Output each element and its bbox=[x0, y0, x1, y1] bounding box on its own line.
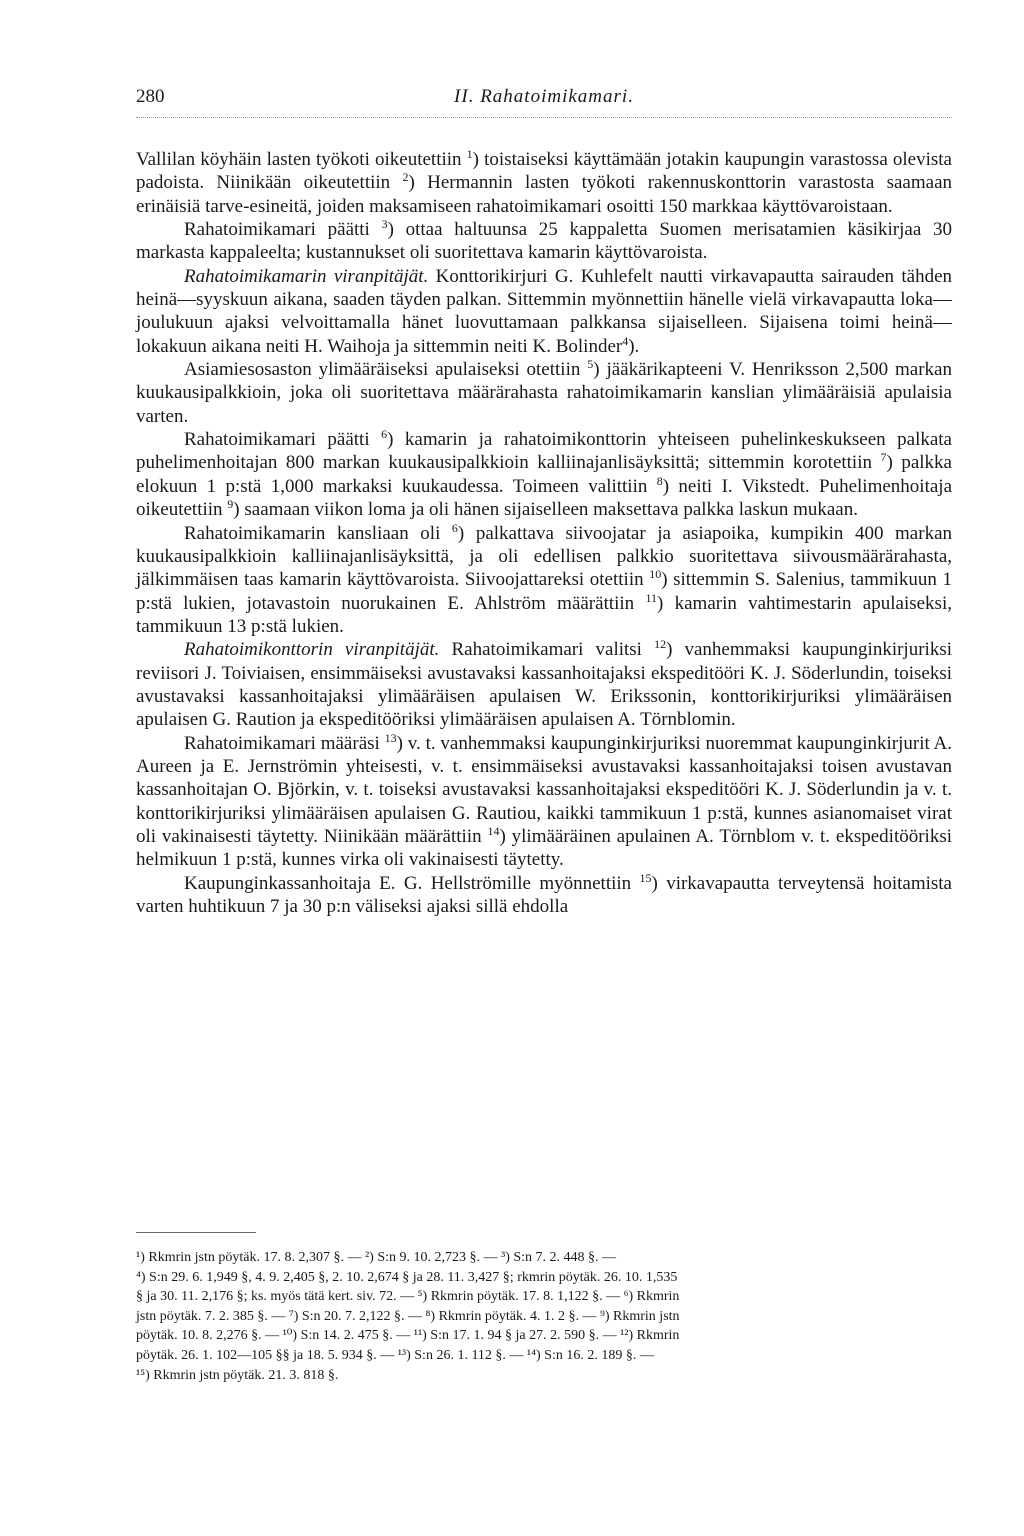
paragraph-text: Asiamiesosaston ylimääräiseksi apulaiseksi otettiin bbox=[184, 359, 588, 381]
footnote-line: pöytäk. 10. 8. 2,276 §. — ¹⁰) S:n 14. 2. 475 §. — ¹¹) S:n 17. 1. 94 § ja 27. 2. 590 §. — ¹²) Rkmrin bbox=[136, 1328, 680, 1344]
paragraph-text: Rahatoimikamari valitsi bbox=[439, 639, 655, 661]
paragraph-text: ) v. t. vanhemmaksi kaupunginkirjuriksi nuoremmat kaupunginkirjurit A. Aureen ja E. Jernströmin yhteisesti, v. t. ensimmäiseksi avustavaksi kassanhoitajaksi toisen avustavan kassanhoitajan O. Björkin, v. t. toiseksi avustavaksi kassanhoitajaksi ekspeditööri K. J. Söderlundin ja v. t. konttorikirjuriksi ylimääräisen apulaisen G. Rautiou, kaikki tammikuun 1 p:stä, kunnes asianomaiset virat oli vakinaisesti täytetty. Niinikään määrättiin bbox=[136, 732, 952, 847]
paragraph-text: ) palkattava siivoojatar ja asiapoika, kumpikin 400 markan kuukausipalkkioin kalliinajanlisäyksittä, ja oli edellisen palkkio suoritettava siivousmäärärahasta, jälkimmäisen taas kamarin käyttövaroista. Siivoojattareksi otettiin bbox=[136, 522, 953, 591]
footnote-line: pöytäk. 26. 1. 102—105 §§ ja 18. 5. 934 §. — ¹³) S:n 26. 1. 112 §. — ¹⁴) S:n 16. 2. 189 §. — bbox=[136, 1347, 654, 1363]
header-rule bbox=[136, 117, 952, 118]
paragraph bbox=[136, 148, 952, 218]
footnote-ref: 8 bbox=[656, 473, 663, 488]
running-head: II. Rahatoimikamari. bbox=[454, 86, 634, 107]
footnote-line: jstn pöytäk. 7. 2. 385 §. — ⁷) S:n 20. 7. 2,122 §. — ⁸) Rkmrin pöytäk. 4. 1. 2 §. — ⁹) Rkmrin jstn bbox=[136, 1308, 680, 1324]
footnote-line: ¹⁵) Rkmrin jstn pöytäk. 21. 3. 818 §. bbox=[136, 1367, 339, 1383]
footnote-ref: 3 bbox=[381, 217, 388, 232]
paragraph-text: ) toistaiseksi käyttämään jotakin kaupungin varastossa olevista padoista. Niinikään oikeutettiin bbox=[136, 149, 952, 194]
paragraph bbox=[136, 732, 952, 872]
paragraph-text: ) sittemmin S. Salenius, tammikuun 1 p:stä lukien, jotavastoin nuorukainen E. Ahlström määrättiin bbox=[136, 569, 952, 614]
footnote-rule bbox=[136, 1232, 256, 1233]
paragraph-text: ) palkka elokuun 1 p:stä 1,000 markaksi kuukaudessa. Toimeen valittiin bbox=[136, 452, 952, 497]
paragraph-text: ) Hermannin lasten työkoti rakennuskonttorin varastosta saamaan erinäisiä tarve-esineitä, joiden maksamiseen rahatoimikamari osoitti 150 markkaa käyttövaroistaan. bbox=[136, 172, 952, 217]
footnote-ref: 2 bbox=[402, 170, 409, 185]
section-heading: Rahatoimikamarin viranpitäjät. bbox=[184, 265, 429, 287]
paragraph-text: Kaupunginkassanhoitaja E. G. Hellströmille myönnettiin bbox=[184, 872, 640, 894]
paragraph-text: ) kamarin vahtimestarin apulaiseksi, tammikuun 13 p:stä lukien. bbox=[136, 592, 952, 637]
footnote-ref: 15 bbox=[639, 870, 652, 885]
footnote-line: ¹) Rkmrin jstn pöytäk. 17. 8. 2,307 §. — ²) S:n 9. 10. 2,723 §. — ³) S:n 7. 2. 448 §. — bbox=[136, 1250, 617, 1265]
paragraph bbox=[136, 358, 952, 428]
paragraph-text: Rahatoimikamari päätti bbox=[184, 219, 382, 241]
footnote-ref: 1 bbox=[466, 147, 473, 161]
footnote-ref: 4 bbox=[622, 333, 629, 348]
paragraph bbox=[136, 265, 952, 358]
footnotes bbox=[136, 1248, 952, 1385]
footnote-ref: 9 bbox=[227, 497, 234, 512]
paragraph-text: ) vanhemmaksi kaupunginkirjuriksi reviisori J. Toiviaisen, ensimmäiseksi avustavaksi kassanhoitajaksi ekspeditööri K. J. Söderlundin, toiseksi avustavaksi kassanhoitajaksi ylimääräisen apulaisen W. Erikssonin, konttorikirjuriksi ylimääräisen apulaisen G. Raution ja ekspeditööriksi ylimääräisen apulaisen A. Törnblomin. bbox=[136, 639, 952, 731]
paragraph bbox=[136, 872, 952, 919]
page-header bbox=[136, 86, 952, 108]
footnote-line: § ja 30. 11. 2,176 §; ks. myös tätä kert. siv. 72. — ⁵) Rkmrin pöytäk. 17. 8. 1,122 §. — ⁶) Rkmrin bbox=[136, 1289, 680, 1305]
paragraph-text: Rahatoimikamari päätti bbox=[184, 429, 382, 451]
footnote-ref: 13 bbox=[384, 730, 397, 745]
paragraph bbox=[136, 522, 952, 639]
paragraph-text: ) neiti I. Vikstedt. Puhelimenhoitaja oikeutettiin bbox=[136, 475, 952, 521]
footnote-ref: 5 bbox=[587, 357, 594, 372]
paragraph-text: Vallilan köyhäin lasten työkoti oikeutettiin bbox=[136, 149, 467, 170]
paragraph-text: Konttorikirjuri G. Kuhlefelt nautti virkavapautta sairauden tähden heinä—syyskuun aikana, saaden täyden palkan. Sittemmin myönnettiin hänelle vielä virkavapautta loka—joulukuun ajaksi velvoittamalla hänet luovuttamaan palkkansa sijaiselleen. Sijaisena toimi heinä—lokakuun aikana neiti H. Waihoja ja sittemmin neiti K. Bolinder bbox=[136, 265, 952, 357]
paragraph-text: ) virkavapautta terveytensä hoitamista varten huhtikuun 7 ja 30 p:n väliseksi ajaksi sillä ehdolla bbox=[136, 872, 952, 917]
paragraph-text: Rahatoimikamari määräsi bbox=[184, 732, 385, 754]
footnote-ref: 7 bbox=[880, 450, 887, 465]
paragraph bbox=[136, 638, 952, 731]
paragraph bbox=[136, 428, 952, 521]
paragraph-text: ). bbox=[628, 335, 640, 357]
paragraph-text: ) kamarin ja rahatoimikonttorin yhteiseen puhelinkeskukseen palkata puhelimenhoitajan 800 markan kuukausipalkkioin kalliinajanlisäyksittä; sittemmin korotettiin bbox=[136, 429, 952, 474]
paragraph-text: ) ylimääräinen apulainen A. Törnblom v. t. ekspeditööriksi helmikuun 1 p:stä, kunnes virka oli vakinaisesti täytetty. bbox=[136, 825, 953, 871]
document-page bbox=[136, 86, 952, 1506]
footnote-ref: 10 bbox=[649, 567, 662, 582]
footnote-ref: 11 bbox=[645, 590, 658, 605]
paragraph-text: Rahatoimikamarin kansliaan oli bbox=[184, 522, 452, 544]
paragraph bbox=[136, 218, 952, 265]
footnote-ref: 14 bbox=[487, 823, 500, 838]
page-number: 280 bbox=[136, 86, 165, 107]
paragraph-text: ) jääkärikapteeni V. Henriksson 2,500 markan kuukausipalkkioin, joka oli suoritettava määrärahasta rahatoimikamarin kanslian ylimääräisiä apulaisia varten. bbox=[136, 359, 952, 427]
footnote-line: ⁴) S:n 29. 6. 1,949 §, 4. 9. 2,405 §, 2. 10. 2,674 § ja 28. 11. 3,427 §; rkmrin pöytäk. 26. 10. 1,535 bbox=[136, 1269, 678, 1285]
section-heading: Rahatoimikonttorin viranpitäjät. bbox=[184, 639, 440, 661]
body-text bbox=[136, 148, 952, 918]
footnote-ref: 12 bbox=[654, 637, 667, 652]
paragraph-text: ) ottaa haltuunsa 25 kappaletta Suomen merisatamien käsikirjaa 30 markasta kappaleelta; kustannukset oli suoritettava kamarin käyttövaroista. bbox=[136, 219, 952, 264]
footnote-ref: 6 bbox=[451, 520, 458, 535]
footnote-ref: 6 bbox=[381, 427, 388, 442]
paragraph-text: ) saamaan viikon loma ja oli hänen sijaiselleen maksettava palkka laskun mukaan. bbox=[233, 499, 858, 521]
